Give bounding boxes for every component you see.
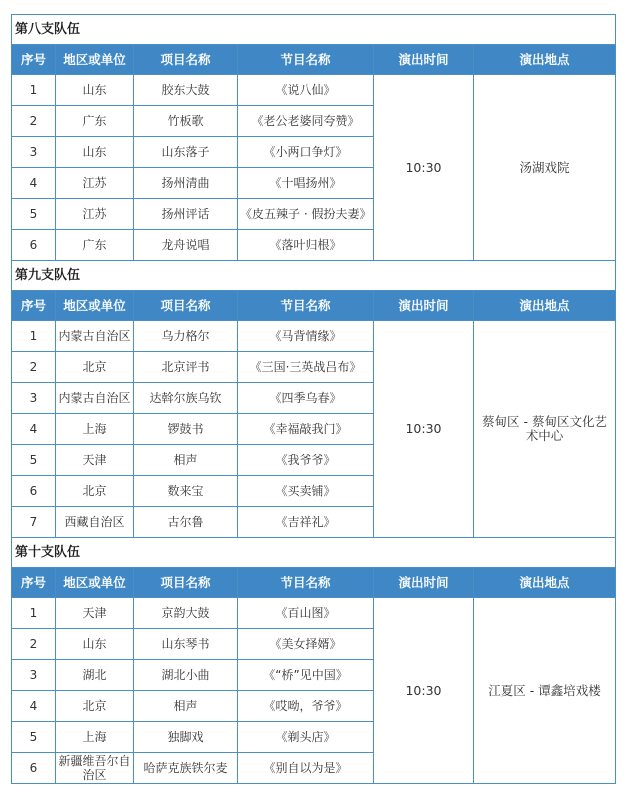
cell-time: 10:30 xyxy=(374,598,474,784)
cell-project: 相声 xyxy=(134,445,238,476)
cell-project: 达斡尔族乌钦 xyxy=(134,383,238,414)
cell-no: 6 xyxy=(12,476,56,507)
cell-no: 6 xyxy=(12,753,56,784)
cell-program: 《幸福敲我门》 xyxy=(238,414,374,445)
column-header: 序号 xyxy=(12,45,56,75)
cell-no: 4 xyxy=(12,168,56,199)
cell-project: 锣鼓书 xyxy=(134,414,238,445)
header-row xyxy=(12,291,616,321)
cell-program: 《小两口争灯》 xyxy=(238,137,374,168)
cell-region: 天津 xyxy=(56,598,134,629)
cell-region: 山东 xyxy=(56,137,134,168)
cell-project: 扬州评话 xyxy=(134,199,238,230)
cell-project: 乌力格尔 xyxy=(134,321,238,352)
cell-no: 5 xyxy=(12,722,56,753)
table-row xyxy=(12,321,616,352)
cell-no: 6 xyxy=(12,230,56,261)
cell-region: 西藏自治区 xyxy=(56,507,134,538)
cell-no: 1 xyxy=(12,75,56,106)
column-header: 项目名称 xyxy=(134,45,238,75)
cell-program: 《四季乌春》 xyxy=(238,383,374,414)
header-row xyxy=(12,45,616,75)
cell-region: 上海 xyxy=(56,722,134,753)
column-header: 地区或单位 xyxy=(56,568,134,598)
column-header: 演出地点 xyxy=(474,568,616,598)
cell-no: 1 xyxy=(12,598,56,629)
team-title: 第九支队伍 xyxy=(12,261,616,291)
column-header: 演出时间 xyxy=(374,45,474,75)
performance-schedule-table xyxy=(11,14,616,784)
cell-no: 2 xyxy=(12,352,56,383)
cell-project: 相声 xyxy=(134,691,238,722)
cell-project: 湖北小曲 xyxy=(134,660,238,691)
cell-region: 上海 xyxy=(56,414,134,445)
table-row xyxy=(12,598,616,629)
cell-region: 山东 xyxy=(56,629,134,660)
team-title-row xyxy=(12,538,616,568)
cell-no: 1 xyxy=(12,321,56,352)
cell-project: 山东琴书 xyxy=(134,629,238,660)
cell-region: 北京 xyxy=(56,476,134,507)
cell-no: 5 xyxy=(12,199,56,230)
cell-no: 3 xyxy=(12,383,56,414)
column-header: 地区或单位 xyxy=(56,291,134,321)
cell-project: 竹板歌 xyxy=(134,106,238,137)
cell-region: 新疆维吾尔自治区 xyxy=(56,753,134,784)
cell-region: 内蒙古自治区 xyxy=(56,321,134,352)
cell-project: 京韵大鼓 xyxy=(134,598,238,629)
cell-region: 广东 xyxy=(56,230,134,261)
cell-program: 《美女择婿》 xyxy=(238,629,374,660)
cell-time: 10:30 xyxy=(374,75,474,261)
cell-program: 《落叶归根》 xyxy=(238,230,374,261)
column-header: 项目名称 xyxy=(134,291,238,321)
cell-program: 《“桥”见中国》 xyxy=(238,660,374,691)
cell-region: 江苏 xyxy=(56,199,134,230)
cell-no: 4 xyxy=(12,691,56,722)
cell-project: 扬州清曲 xyxy=(134,168,238,199)
cell-project: 山东落子 xyxy=(134,137,238,168)
column-header: 地区或单位 xyxy=(56,45,134,75)
cell-program: 《三国·三英战吕布》 xyxy=(238,352,374,383)
header-row xyxy=(12,568,616,598)
cell-program: 《马背情缘》 xyxy=(238,321,374,352)
cell-no: 2 xyxy=(12,106,56,137)
cell-project: 独脚戏 xyxy=(134,722,238,753)
cell-venue: 汤湖戏院 xyxy=(474,75,616,261)
cell-program: 《皮五辣子 · 假扮夫妻》 xyxy=(238,199,374,230)
column-header: 节目名称 xyxy=(238,45,374,75)
team-title: 第十支队伍 xyxy=(12,538,616,568)
cell-region: 北京 xyxy=(56,691,134,722)
table-row xyxy=(12,75,616,106)
cell-project: 龙舟说唱 xyxy=(134,230,238,261)
column-header: 演出地点 xyxy=(474,45,616,75)
cell-program: 《吉祥礼》 xyxy=(238,507,374,538)
cell-venue: 江夏区 - 谭鑫培戏楼 xyxy=(474,598,616,784)
team-title: 第八支队伍 xyxy=(12,15,616,45)
cell-region: 北京 xyxy=(56,352,134,383)
cell-no: 2 xyxy=(12,629,56,660)
cell-region: 天津 xyxy=(56,445,134,476)
cell-program: 《老公老婆同夸赞》 xyxy=(238,106,374,137)
cell-no: 3 xyxy=(12,137,56,168)
team-title-row xyxy=(12,261,616,291)
column-header: 节目名称 xyxy=(238,568,374,598)
cell-region: 山东 xyxy=(56,75,134,106)
cell-no: 7 xyxy=(12,507,56,538)
cell-program: 《百山图》 xyxy=(238,598,374,629)
column-header: 演出时间 xyxy=(374,291,474,321)
cell-no: 3 xyxy=(12,660,56,691)
cell-region: 湖北 xyxy=(56,660,134,691)
column-header: 项目名称 xyxy=(134,568,238,598)
cell-project: 古尔鲁 xyxy=(134,507,238,538)
cell-project: 数来宝 xyxy=(134,476,238,507)
cell-region: 内蒙古自治区 xyxy=(56,383,134,414)
cell-program: 《我爷爷》 xyxy=(238,445,374,476)
team-title-row xyxy=(12,15,616,45)
column-header: 演出时间 xyxy=(374,568,474,598)
cell-no: 4 xyxy=(12,414,56,445)
cell-program: 《哎呦，爷爷》 xyxy=(238,691,374,722)
column-header: 序号 xyxy=(12,291,56,321)
cell-no: 5 xyxy=(12,445,56,476)
cell-time: 10:30 xyxy=(374,321,474,538)
cell-project: 哈萨克族铁尔麦 xyxy=(134,753,238,784)
cell-program: 《说八仙》 xyxy=(238,75,374,106)
column-header: 序号 xyxy=(12,568,56,598)
cell-program: 《剃头店》 xyxy=(238,722,374,753)
cell-region: 江苏 xyxy=(56,168,134,199)
cell-region: 广东 xyxy=(56,106,134,137)
cell-program: 《十唱扬州》 xyxy=(238,168,374,199)
cell-project: 北京评书 xyxy=(134,352,238,383)
cell-venue: 蔡甸区 - 蔡甸区文化艺术中心 xyxy=(474,321,616,538)
cell-project: 胶东大鼓 xyxy=(134,75,238,106)
cell-program: 《买卖铺》 xyxy=(238,476,374,507)
column-header: 演出地点 xyxy=(474,291,616,321)
cell-program: 《别自以为是》 xyxy=(238,753,374,784)
column-header: 节目名称 xyxy=(238,291,374,321)
